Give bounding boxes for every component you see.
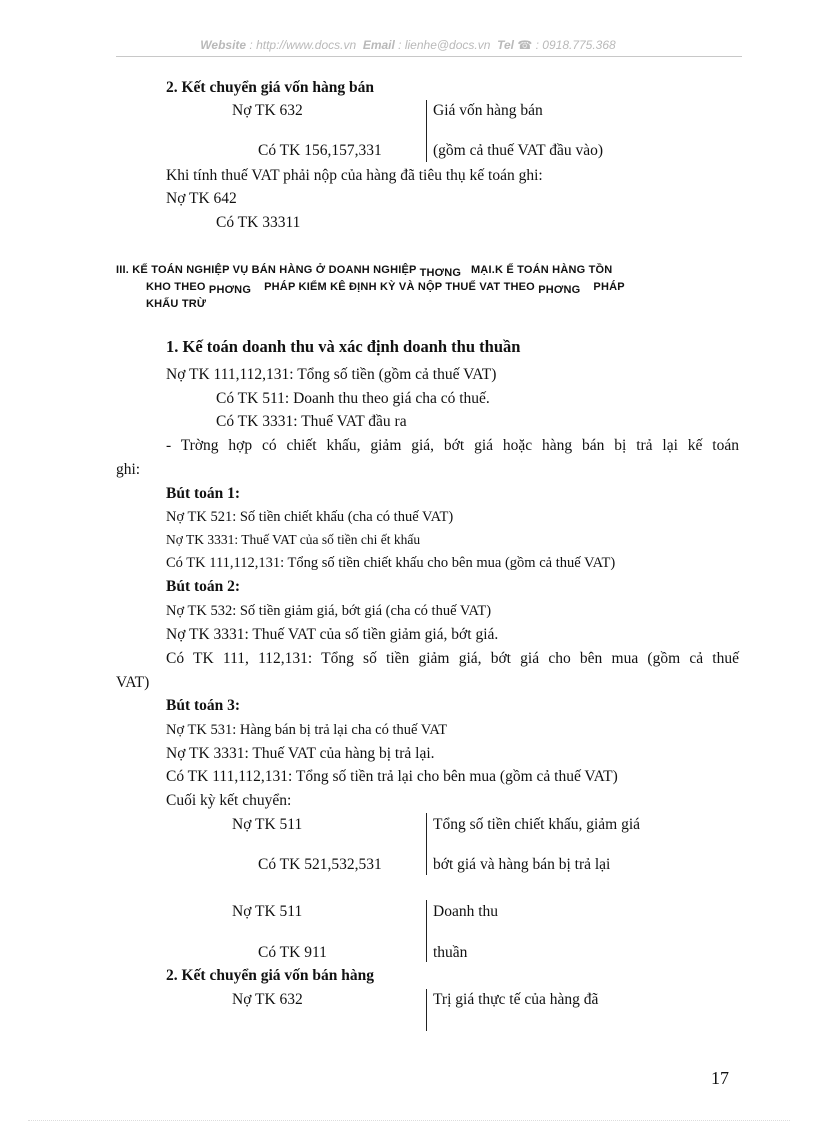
phone-icon: ☎ bbox=[517, 38, 533, 52]
ledger-debit: Nợ TK 632 bbox=[232, 102, 303, 119]
ledger-divider bbox=[426, 989, 427, 1031]
subheading-revenue: 1. Kế toán doanh thu và xác định doanh thu thuần bbox=[166, 337, 521, 356]
text-line: Khi tính thuế VAT phải nộp của hàng đã tiêu thụ kế toán ghi: bbox=[166, 167, 543, 184]
text-line: Có TK 511: Doanh thu theo giá cha có thuế. bbox=[216, 390, 490, 407]
entry-title: Bút toán 3: bbox=[166, 697, 241, 714]
ledger-desc: Trị giá thực tế của hàng đã bbox=[433, 991, 599, 1008]
ledger-divider bbox=[426, 813, 427, 875]
text-line: Có TK 33311 bbox=[216, 214, 301, 231]
ledger-desc: (gồm cả thuế VAT đầu vào) bbox=[433, 142, 604, 159]
ledger-desc: Giá vốn hàng bán bbox=[433, 102, 543, 119]
text-line: Cuối kỳ kết chuyển: bbox=[166, 792, 292, 809]
text-line: Nợ TK 3331: Thuế VAT của số tiền chi ết khấu bbox=[166, 532, 421, 547]
header-rule bbox=[116, 56, 742, 57]
section-heading-line bbox=[116, 262, 612, 278]
text-line: Nợ TK 531: Hàng bán bị trả lại cha có thuế VAT bbox=[166, 722, 448, 738]
section-text: PHÁP KIỂM KÊ ĐỊNH KỲ VÀ NỘP THUẾ VAT THEO bbox=[264, 281, 535, 293]
tel-label: Tel bbox=[497, 38, 514, 52]
ledger-divider bbox=[426, 100, 427, 162]
website-value: : http://www.docs.vn bbox=[249, 38, 357, 52]
website-label: Website bbox=[200, 38, 247, 52]
entry-title: Bút toán 1: bbox=[166, 485, 241, 502]
ledger-credit: Có TK 521,532,531 bbox=[258, 856, 382, 873]
email-value: : lienhe@docs.vn bbox=[398, 38, 491, 52]
text-line: Có TK 111,112,131: Tổng số tiền chiết khấu cho bên mua (gồm cả thuế VAT) bbox=[166, 555, 616, 571]
ledger-debit: Nợ TK 511 bbox=[232, 816, 303, 833]
section-text: III. KẾ TOÁN NGHIỆP VỤ BÁN HÀNG Ở DOANH NGHIỆP bbox=[116, 264, 417, 276]
section-heading-line bbox=[146, 279, 625, 295]
text-line: Có TK 3331: Thuế VAT đầu ra bbox=[216, 413, 407, 430]
text-line: Nợ TK 3331: Thuế VAT của hàng bị trả lại. bbox=[166, 745, 435, 762]
heading-cost-transfer-2: 2. Kết chuyển giá vốn bán hàng bbox=[166, 967, 375, 984]
section-heading-line: KHẤU TRỪ bbox=[146, 298, 207, 310]
text-line: Nợ TK 532: Số tiền giảm giá, bớt giá (cha có thuế VAT) bbox=[166, 603, 492, 619]
ledger-credit: Có TK 911 bbox=[258, 944, 327, 961]
ledger-debit: Nợ TK 511 bbox=[232, 903, 303, 920]
section-text: PHƠNG bbox=[208, 284, 252, 296]
text-line: Nợ TK 642 bbox=[166, 190, 237, 207]
text-line: Nợ TK 111,112,131: Tổng số tiền (gồm cả thuế VAT) bbox=[166, 366, 497, 383]
text-line: VAT) bbox=[116, 674, 150, 691]
email-label: Email bbox=[362, 38, 395, 52]
section-text: KHO THEO bbox=[146, 281, 206, 293]
section-text: MẠI.K Ế TOÁN HÀNG TỒN bbox=[470, 264, 613, 276]
section-text: PHƠNG bbox=[538, 284, 581, 296]
text-line: Nợ TK 521: Số tiền chiết khấu (cha có thuế VAT) bbox=[166, 509, 454, 525]
text-line: ghi: bbox=[116, 461, 141, 478]
ledger-credit: Có TK 156,157,331 bbox=[258, 142, 382, 159]
text-line: Có TK 111,112,131: Tổng số tiền trả lại cho bên mua (gồm cả thuế VAT) bbox=[166, 768, 618, 785]
heading-cost-transfer: 2. Kết chuyển giá vốn hàng bán bbox=[166, 79, 375, 96]
entry-title: Bút toán 2: bbox=[166, 578, 241, 595]
ledger-desc: thuần bbox=[433, 944, 468, 961]
ledger-desc: Doanh thu bbox=[433, 903, 499, 920]
text-line: Nợ TK 3331: Thuế VAT của số tiền giảm giá, bớt giá. bbox=[166, 626, 499, 643]
tel-value: : 0918.775.368 bbox=[535, 38, 616, 52]
ledger-debit: Nợ TK 632 bbox=[232, 991, 303, 1008]
text-line: Có TK 111, 112,131: Tổng số tiền giảm giá, bớt giá cho bên mua (gồm cả thuế bbox=[166, 650, 739, 667]
page-header bbox=[0, 38, 816, 52]
ledger-desc: Tổng số tiền chiết khấu, giảm giá bbox=[433, 816, 641, 833]
text-line: - Trờng hợp có chiết khấu, giảm giá, bớt giá hoặc hàng bán bị trả lại kế toán bbox=[166, 437, 739, 454]
ledger-desc: bớt giá và hàng bán bị trả lại bbox=[433, 856, 611, 873]
ledger-divider bbox=[426, 900, 427, 962]
page-number: 17 bbox=[711, 1068, 729, 1088]
section-text: THƠNG bbox=[419, 267, 462, 279]
section-text: PHÁP bbox=[593, 281, 625, 293]
footer-rule bbox=[28, 1120, 790, 1121]
